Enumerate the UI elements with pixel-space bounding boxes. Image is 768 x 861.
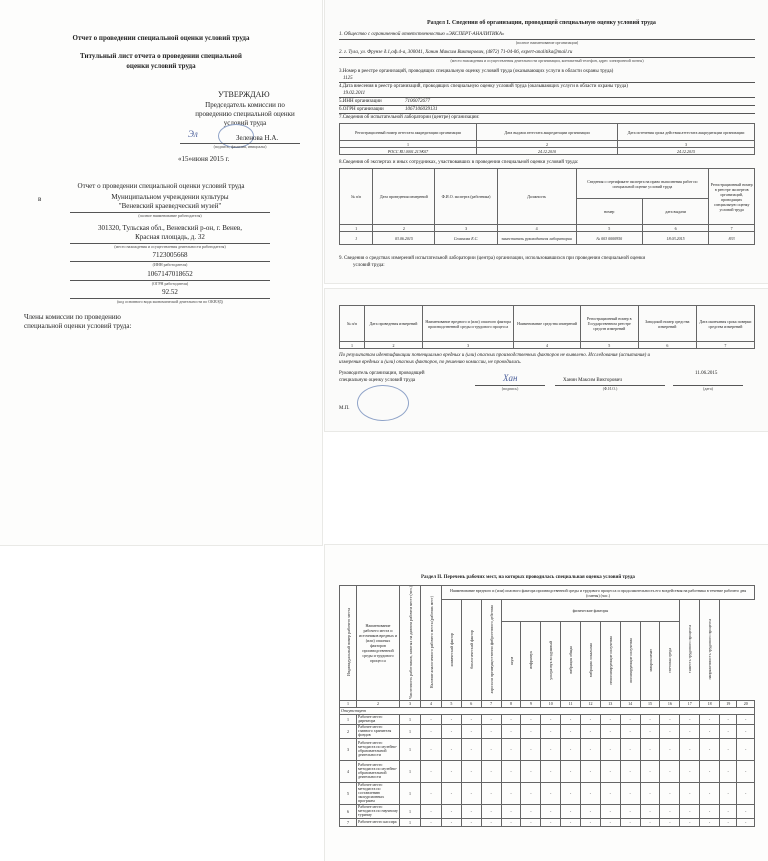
column-number: 7 [481,700,501,707]
workplace-name: Рабочее место директора [357,714,400,724]
factor-header: световая среда [660,621,680,700]
factor-value: - [421,724,442,738]
factor-value: - [541,760,561,782]
factor-value: - [600,714,620,724]
factor-value: - [660,804,680,818]
head-date: 11.06.2015 [695,371,718,376]
factor-header: вибрация общая [561,621,581,700]
chair-signature: Эл [188,129,198,139]
factor-header: шум [501,621,521,700]
registry-number: 1125 [343,76,353,81]
factor-value: - [541,738,561,760]
workplaces-table [339,585,755,827]
section2-title: Раздел II. Перечень рабочих мест, на которых проводилась специальная оценка условий труда [421,575,635,580]
column-number: 5 [442,700,462,707]
factor-value: - [640,724,660,738]
index-header: Индивидуальный номер рабочего места [340,586,357,701]
org-address-caption: (место нахождения и осуществления деятельности организации, контактный телефон, адрес электронной почты) [450,58,644,63]
experts-header: Ф.И.О. эксперта (работника) [435,169,497,225]
title-page [0,0,322,545]
factor-value: - [700,738,720,760]
workplace-index: 5 [340,782,357,804]
factor-value: - [620,724,640,738]
workplace-count: 1 [400,724,421,738]
lab-num: 3 [618,141,755,148]
workplace-row [340,804,755,818]
org-inn: 7106072677 [405,99,430,104]
column-number: 10 [541,700,561,707]
factor-value: - [737,760,755,782]
experts-num: 2 [373,225,435,232]
factor-value: - [720,782,737,804]
workplace-name: Рабочее место методиста по музейно-образовательной деятельности [357,760,400,782]
okved-value: 92.52 [162,288,178,296]
factor-value: - [640,782,660,804]
factor-value: - [600,818,620,826]
column-number: 4 [421,700,442,707]
factor-header: вибрация локальная [581,621,601,700]
expert-cell: 833 [709,232,755,245]
prior-header: Наличие аналогичного рабочего места (рабочих мест) [421,586,442,701]
factor-value: - [620,760,640,782]
factor-value: - [720,738,737,760]
factor-value: - [700,818,720,826]
head-name: Ханин Максим Викторович [563,378,622,383]
ogrn-label: 6.ОГРН организации [339,107,384,112]
experts-num: 3 [435,225,497,232]
factor-value: - [461,804,481,818]
instruments-page [325,289,768,431]
factor-value: - [561,804,581,818]
instruments-num: 4 [514,342,580,349]
factor-value: - [640,738,660,760]
factor-header: неионизирующие излучения [600,621,620,700]
factor-value: - [421,738,442,760]
factor-value: - [660,714,680,724]
workplace-row [340,738,755,760]
factor-value: - [561,724,581,738]
factor-value: - [541,782,561,804]
approval-date: «15»июня 2015 г. [178,155,230,163]
expert-cell: № 003 0000950 [576,232,642,245]
lab-table [339,123,755,155]
instruments-header: Дата окончания срока поверки средства измерений [696,306,754,342]
experts-header: Сведения о сертификате эксперта на право выполнения работ по специальной оценке условий труда [576,169,709,199]
experts-num: 5 [576,225,642,232]
workplace-index: 6 [340,804,357,818]
address-line1: 301320, Тульская обл., Веневский р-он, г. Венев, [98,224,242,232]
factor-value: - [737,818,755,826]
date-caption: (дата) [703,386,713,391]
chair-line2: проведению специальной оценки [195,110,295,118]
factor-value: - [700,782,720,804]
factor-header: инфразвук [521,621,541,700]
column-number: 8 [501,700,521,707]
org-name-caption: (полное наименование организации) [515,40,579,45]
factor-value: - [620,738,640,760]
factor-value: - [501,804,521,818]
workplace-name: Рабочее место методиста по научному туризму [358,804,398,818]
workplace-count: 1 [400,818,421,826]
lab-accreditation-number: РОСС RU.0001.21ЭК07 [340,148,477,155]
in-label: в [38,195,42,203]
workplace-row [340,782,755,804]
experts-header: Должность [497,169,576,225]
lab-num: 1 [340,141,477,148]
factor-value: - [700,804,720,818]
factor-value: - [640,760,660,782]
column-number: 16 [660,700,680,707]
factor-header: ультразвук воздушный [541,621,561,700]
experts-subheader: дата выдачи [642,199,708,225]
column-number: 14 [620,700,640,707]
workplace-index: 1 [340,714,357,724]
expert-cell: 03.06.2015 [373,232,435,245]
factor-value: - [620,714,640,724]
inn-caption: (ИНН работодателя) [152,262,188,267]
factor-value: - [541,818,561,826]
factor-value: - [541,714,561,724]
column-number: 9 [521,700,541,707]
factor-value: - [660,724,680,738]
factor-value: - [541,724,561,738]
factor-value: - [581,804,601,818]
members-line2: специальной оценки условий труда: [24,322,132,330]
experts-num: 6 [642,225,708,232]
factor-value: - [737,714,755,724]
department-row: Отсутствует [340,707,755,714]
factor-header: тяжесть трудового процесса [680,600,700,701]
lab-header: Регистрационный номер аттестата аккредитации организации [340,124,477,141]
factor-header: химический фактор [442,600,462,701]
org-line2: "Веневский краеведческий музей" [118,202,222,210]
title-sheet-line1: Титульный лист отчета о проведении специальной [80,52,242,60]
factor-value: - [600,782,620,804]
head-label-2: специальную оценку условий труда [339,378,416,383]
org-ogrn: 1067106039131 [405,107,438,112]
instruments-header: Наименование средства измерений [514,306,580,342]
expert-cell: Семенова Е.С. [435,232,497,245]
workplace-name: Рабочее место методиста по музейно-образовательной деятельности [357,738,400,760]
inn-value: 7123005668 [152,251,188,259]
factor-value: - [581,760,601,782]
lab-header: Дата выдачи аттестата аккредитации организации [476,124,617,141]
expert-cell: 1 [340,232,373,245]
column-number: 20 [737,700,755,707]
workplace-index: 4 [340,760,357,782]
factor-header: микроклимат [640,621,660,700]
factor-value: - [481,782,501,804]
instruments-header: № п/п [340,306,365,342]
instruments-label-2: условий труда: [353,263,385,268]
factor-value: - [442,782,462,804]
workplace-row [340,714,755,724]
factor-value: - [600,738,620,760]
factor-value: - [720,818,737,826]
column-number: 2 [357,700,400,707]
factor-value: - [421,782,442,804]
org-address: 2. г. Тула, ул. Фрунзе д.1,оф.4-а, 300041, Ханин Максим Викторович, (4872) 71-04-06, expert-analitika@mail.ru [339,50,573,55]
section1-title: Раздел I. Сведения об организации, проводящей специальную оценку условий труда [427,20,656,26]
factor-value: - [461,760,481,782]
factor-header: напряженность трудового процесса [700,600,720,701]
factor-value: - [421,818,442,826]
ogrn-caption: (ОГРН работодателя) [151,281,189,286]
factor-value: - [461,818,481,826]
report-title: Отчет о проведении специальной оценки условий труда [72,34,250,42]
factor-value: - [442,818,462,826]
column-number: 12 [581,700,601,707]
workplace-count: 1 [400,714,421,724]
factor-value: - [561,782,581,804]
factor-value: - [421,804,442,818]
title-sheet-line2: оценки условий труда [126,62,196,70]
factor-value: - [501,782,521,804]
factor-header: аэрозоли преимущественно фиброгенного действия [481,600,501,701]
address-caption: (место нахождения и осуществления деятельности работодателя) [114,244,226,249]
factor-value: - [581,782,601,804]
factor-value: - [680,818,700,826]
workplace-name: Рабочее место главного хранителя фондов [357,724,400,738]
workplace-row [340,760,755,782]
column-number: 6 [461,700,481,707]
factor-value: - [461,782,481,804]
instruments-num: 7 [696,342,754,349]
factor-value: - [737,738,755,760]
org-name: 1. Общество с ограниченной ответственностью «ЭКСПЕРТ-АНАЛИТИКА» [339,32,505,37]
factor-value: - [521,804,541,818]
chair-line3: условий труда [223,119,267,127]
factor-value: - [521,818,541,826]
factor-value: - [442,760,462,782]
instruments-num: 2 [364,342,422,349]
factor-value: - [481,818,501,826]
factor-value: - [680,782,700,804]
factor-value: - [640,818,660,826]
factor-value: - [700,760,720,782]
column-number: 15 [640,700,660,707]
fio-caption: (Ф.И.О.) [602,386,618,391]
factor-value: - [680,760,700,782]
factor-value: - [501,738,521,760]
factor-value: - [421,760,442,782]
factor-value: - [561,714,581,724]
section2-page [325,545,768,861]
factor-value: - [581,714,601,724]
chair-line1: Председатель комиссии по [205,101,285,109]
instruments-num: 3 [422,342,513,349]
factor-value: - [660,782,680,804]
factor-value: - [521,760,541,782]
instruments-header: Наименование вредного и (или) опасного фактора производственной среды и трудового процесса [422,306,513,342]
instruments-num: 1 [340,342,365,349]
ogrn-value: 1067147018652 [147,270,193,278]
factors-group-header: Наименование вредного и (или) опасного фактора производственной среды и трудового процесса и продолжительность его воздействия на работника в течение рабочего дня (смены) (час.) [442,586,755,600]
column-number: 19 [720,700,737,707]
factor-value: - [700,714,720,724]
factor-value: - [521,714,541,724]
factor-value: - [660,738,680,760]
head-label-1: Руководитель организации, проводящей [339,371,425,376]
workplace-count: 1 [400,782,421,804]
factor-value: - [720,714,737,724]
instruments-header: Дата проведения измерений [364,306,422,342]
factor-value: - [561,738,581,760]
factor-value: - [521,782,541,804]
factor-value: - [561,818,581,826]
factor-value: - [481,760,501,782]
factor-value: - [700,724,720,738]
factor-value: - [680,738,700,760]
factor-value: - [620,782,640,804]
factor-value: - [581,818,601,826]
factor-value: - [660,818,680,826]
factor-value: - [442,714,462,724]
name-header: Наименование рабочего места и источников вредных и (или) опасных факторов производственной среды и трудового процесса [357,586,400,701]
mp-label: М.П. [339,406,350,411]
instruments-header: Регистрационный номер в Государственном реестре средств измерений [580,306,638,342]
okved-caption: (код основного вида экономической деятельности по ОКВЭД) [117,299,223,304]
column-number: 13 [600,700,620,707]
instruments-label: 9. Сведения о средствах измерений испытательной лаборатории (центра) организации, использовавшихся при проведении специальной оценки [339,256,646,261]
approve-label: УТВЕРЖДАЮ [218,90,270,99]
factor-value: - [421,714,442,724]
factor-value: - [680,714,700,724]
factor-value: - [521,724,541,738]
count-header: Численность работников, занятых на данном рабочем месте (чел.) [400,586,421,701]
workplace-name: Рабочее место кассира [357,818,400,826]
lab-label: 7.Сведения об испытательной лаборатории (центре) организации: [339,115,480,120]
factor-value: - [620,818,640,826]
factor-value: - [521,738,541,760]
workplace-name: Рабочее место методиста по составлению экскурсионных программ [357,782,400,804]
factor-value: - [737,782,755,804]
experts-num: 4 [497,225,576,232]
factor-header: биологический фактор [461,600,481,701]
factor-value: - [501,724,521,738]
expert-cell: заместитель руководителя лаборатории [497,232,576,245]
factor-value: - [581,738,601,760]
lab-stamp [357,385,409,421]
factor-value: - [720,804,737,818]
lab-expiry-date: 24.12.2015 [618,148,755,155]
factor-value: - [720,724,737,738]
head-signature: Хан [503,373,518,383]
factor-value: - [660,760,680,782]
factor-value: - [442,724,462,738]
instruments-header: Заводской номер средства измерений [638,306,696,342]
factor-value: - [600,804,620,818]
workplace-index: 7 [340,818,357,826]
factor-value: - [720,760,737,782]
factor-value: - [481,724,501,738]
lab-num: 2 [476,141,617,148]
experts-label: 8.Сведения об экспертах и иных сотрудниках, участвовавших в проведении специальной оценки условий труда: [339,160,579,165]
experts-table [339,168,755,245]
factor-value: - [581,724,601,738]
experts-num: 1 [340,225,373,232]
org-caption: (полное наименование работодателя) [138,213,202,218]
factor-value: - [501,760,521,782]
expert-cell: 18.03.2015 [642,232,708,245]
factor-value: - [501,818,521,826]
column-number: 3 [400,700,421,707]
no-factors-note-2: измерения вредных и (или) опасных факторов, по решению комиссии, не проводились. [339,360,522,365]
workplace-index: 3 [340,738,357,760]
experts-subheader: номер [576,199,642,225]
no-factors-note-1: По результатам идентификации потенциально вредных и (или) опасных производственных факторов не выявлено. Исследования (испытания) и [339,353,651,358]
factor-value: - [600,724,620,738]
sign-caption: (подпись) [501,386,519,391]
factor-value: - [442,804,462,818]
report-title-2: Отчет о проведении специальной оценки условий труда [77,182,245,190]
workplace-row [340,818,755,826]
factor-value: - [680,724,700,738]
factor-value: - [620,804,640,818]
org-line1: Муниципальном учреждении культуры [111,193,229,201]
experts-num: 7 [709,225,755,232]
factor-value: - [680,804,700,818]
column-number: 17 [680,700,700,707]
workplace-count: 1 [400,760,421,782]
members-line1: Члены комиссии по проведению [24,313,121,321]
chair-name: Зеленова Н.А. [236,134,279,142]
section1-page [325,0,768,283]
workplace-count: 1 [400,738,421,760]
instruments-num: 6 [638,342,696,349]
factor-value: - [541,804,561,818]
factor-value: - [501,714,521,724]
address-line2: Красная площадь, д. 32 [135,233,205,241]
factor-value: - [561,760,581,782]
lab-issue-date: 24.12.2010 [476,148,617,155]
factor-value: - [600,760,620,782]
experts-header: Регистрационный номер в реестре экспертов организаций, проводящих специальную оценку условий труда [709,169,755,225]
experts-header: Дата проведения измерений [373,169,435,225]
factor-value: - [442,738,462,760]
factor-value: - [461,724,481,738]
instruments-table [339,305,755,349]
column-number: 11 [561,700,581,707]
factor-value: - [640,714,660,724]
column-number: 18 [700,700,720,707]
factor-value: - [737,804,755,818]
factor-value: - [481,714,501,724]
factor-value: - [461,738,481,760]
factor-value: - [461,714,481,724]
registry-number-label: 3.Номер в реестре организаций, проводящих специальную оценку условий труда (оказывающих услуги в области охраны труда) [339,69,614,74]
factor-value: - [640,804,660,818]
factor-value: - [481,738,501,760]
registry-date-label: 4.Дата внесения в реестр организаций, проводящих специальную оценку условий труда (оказывающих услуги в области охраны труда) [339,84,628,89]
workplace-row [340,724,755,738]
workplace-index: 2 [340,724,357,738]
lab-header: Дата истечения срока действия аттестата аккредитации организации [618,124,755,141]
physical-factors-header: физические факторы [501,600,680,622]
factor-value: - [737,724,755,738]
factor-value: - [481,804,501,818]
registry-date: 19.02.2011 [343,91,366,96]
instruments-num: 5 [580,342,638,349]
workplace-count: 1 [400,804,421,818]
factor-header: ионизирующие излучения [620,621,640,700]
inn-label: 5.ИНН организации [339,99,382,104]
column-number: 1 [340,700,357,707]
experts-header: № п/п [340,169,373,225]
sign-caption: (подпись, фамилия, инициалы) [213,144,267,149]
